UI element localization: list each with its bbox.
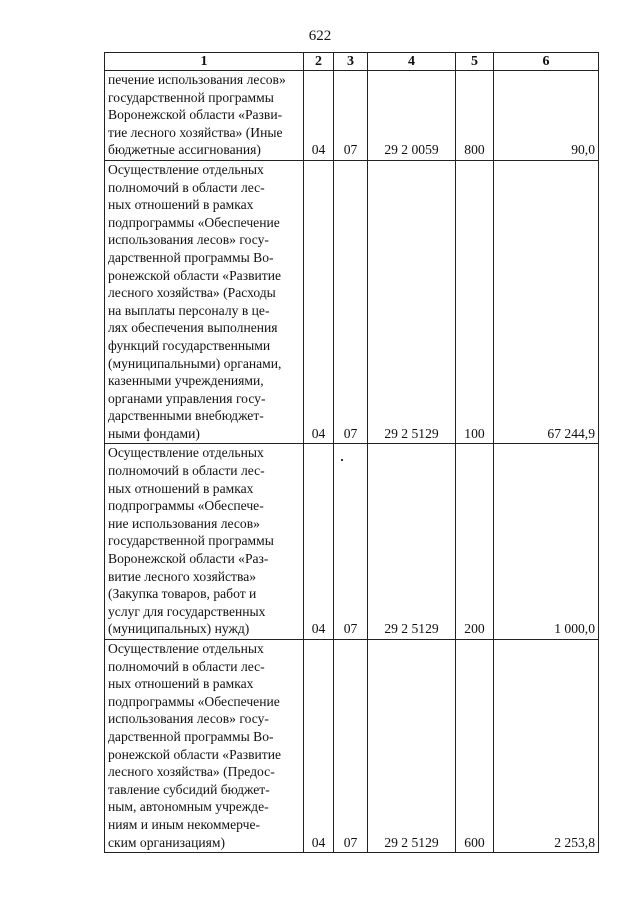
expense-type-code: 800 — [456, 71, 494, 161]
section-code: 04 — [304, 71, 334, 161]
section-code: 04 — [304, 160, 334, 444]
expense-type-code: 200 — [456, 444, 494, 640]
subsection-code: 07 — [334, 160, 368, 444]
scan-speck — [341, 459, 343, 461]
table-header-row — [105, 53, 599, 71]
row-description: Осуществление отдельных полномочий в области лес- ных отношений в рамках подпрограммы «Обеспече- ние использования лесов» государственной программы Воронежской области «Раз- витие лесного хозяйства» (Закупка товаров, работ и услуг для государственных (муниципальных) нужд) — [105, 444, 304, 640]
expense-type-code: 100 — [456, 160, 494, 444]
column-header-6: 6 — [494, 53, 599, 71]
table-row — [105, 640, 599, 853]
table-row — [105, 71, 599, 161]
column-header-1: 1 — [105, 53, 304, 71]
section-code: 04 — [304, 444, 334, 640]
subsection-code: 07 — [334, 71, 368, 161]
row-description: Осуществление отдельных полномочий в области лес- ных отношений в рамках подпрограммы «Обеспечение использования лесов» госу- дарственной программы Во- ронежской области «Развитие лесного хозяйства» (Предос- тавление субсидий бюджет- ным, автономным учрежде- ниям и иным некоммерче- ским организациям) — [105, 640, 304, 853]
amount: 1 000,0 — [494, 444, 599, 640]
amount: 67 244,9 — [494, 160, 599, 444]
target-article-code: 29 2 0059 — [368, 71, 456, 161]
target-article-code: 29 2 5129 — [368, 444, 456, 640]
section-code: 04 — [304, 640, 334, 853]
column-header-4: 4 — [368, 53, 456, 71]
expense-type-code: 600 — [456, 640, 494, 853]
table-row — [105, 444, 599, 640]
amount: 90,0 — [494, 71, 599, 161]
target-article-code: 29 2 5129 — [368, 640, 456, 853]
target-article-code: 29 2 5129 — [368, 160, 456, 444]
subsection-code: 07 — [334, 444, 368, 640]
table-row — [105, 160, 599, 444]
page-number: 622 — [308, 28, 332, 44]
column-header-2: 2 — [304, 53, 334, 71]
column-header-5: 5 — [456, 53, 494, 71]
row-description: Осуществление отдельных полномочий в области лес- ных отношений в рамках подпрограммы «Обеспечение использования лесов» госу- дарственной программы Во- ронежской области «Развитие лесного хозяйства» (Расходы на выплаты персоналу в це- лях обеспечения выполнения функций государственными (муниципальными) органами, казенными учреждениями, органами управления госу- дарственными внебюджет- ными фондами) — [105, 160, 304, 444]
amount: 2 253,8 — [494, 640, 599, 853]
column-header-3: 3 — [334, 53, 368, 71]
budget-table — [104, 52, 599, 853]
row-description: печение использования лесов» государственной программы Воронежской области «Разви- тие лесного хозяйства» (Иные бюджетные ассигнования) — [105, 71, 304, 161]
subsection-code: 07 — [334, 640, 368, 853]
